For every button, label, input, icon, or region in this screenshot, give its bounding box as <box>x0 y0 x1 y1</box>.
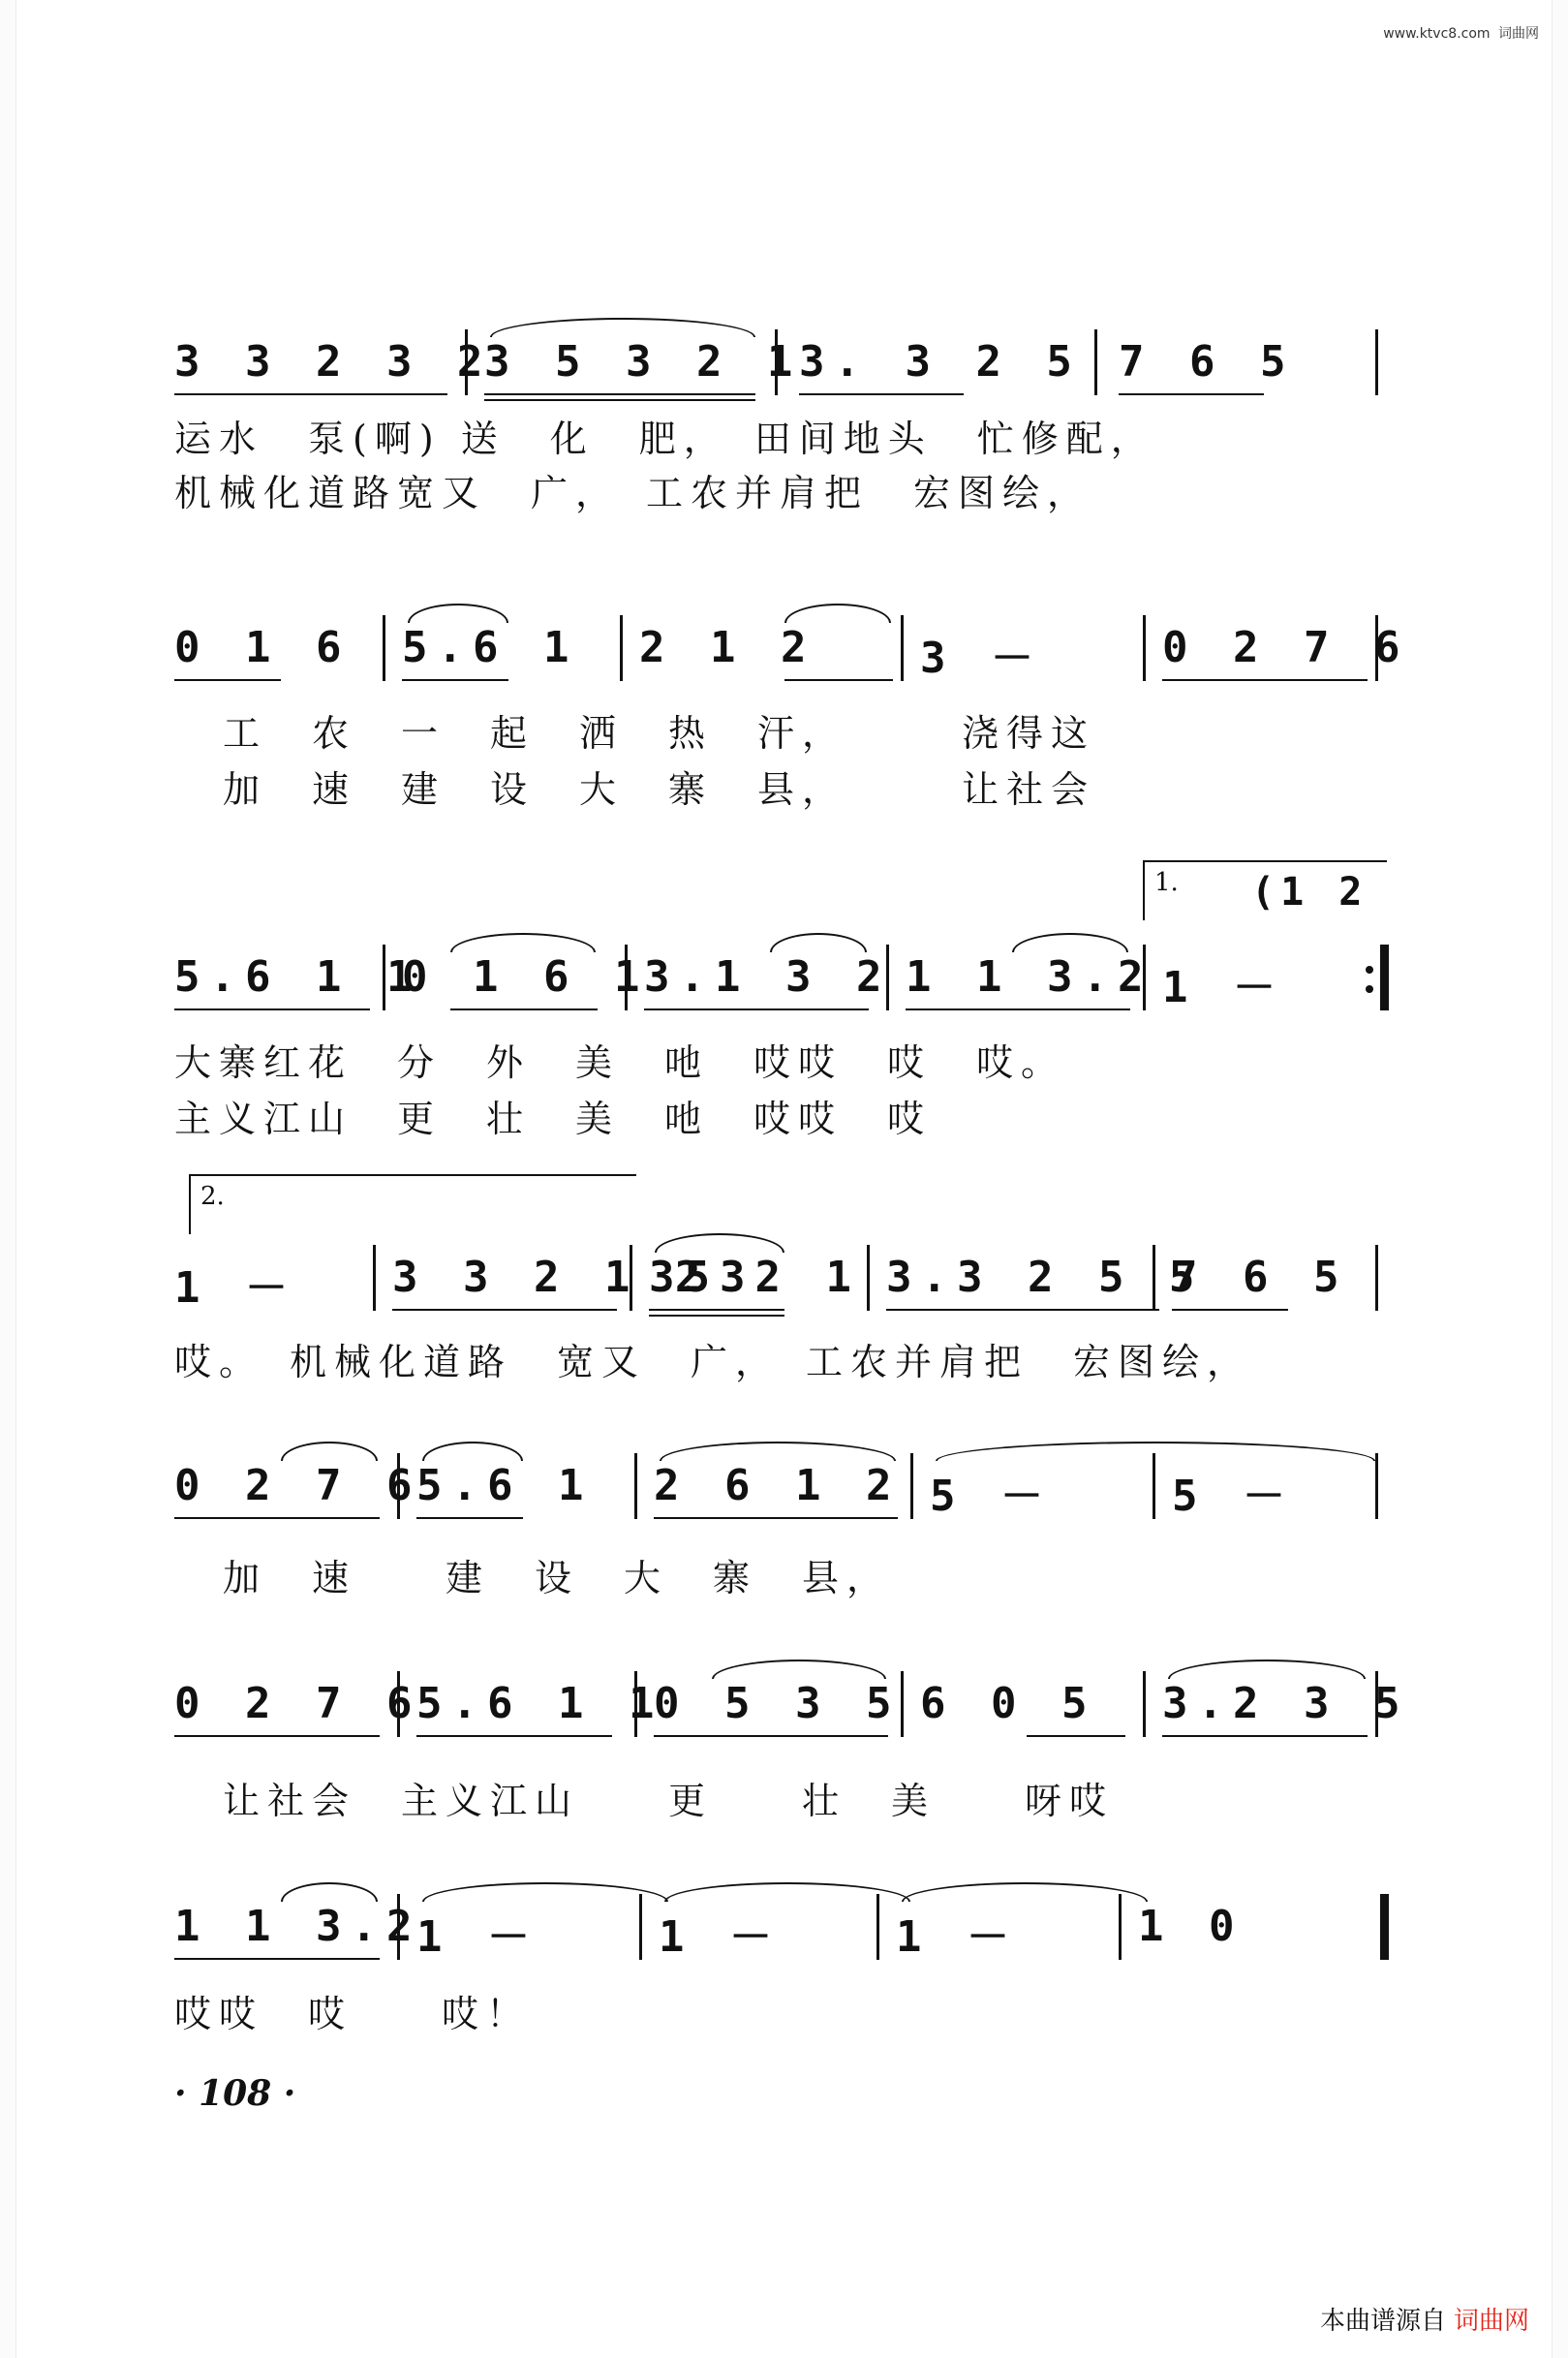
measure <box>930 1443 1153 1521</box>
measure <box>174 935 422 1012</box>
notes: 3 5 3 2 1 <box>484 337 803 387</box>
score-system-3 <box>165 935 1404 1012</box>
bar-line <box>625 945 628 1010</box>
beam-underline <box>654 1517 898 1519</box>
beam-underline <box>174 1958 380 1960</box>
measure <box>896 1884 1109 1962</box>
notes: 1 － <box>659 1912 782 1962</box>
bar-line <box>620 615 623 681</box>
bar-line <box>886 945 889 1010</box>
measure <box>654 1443 906 1521</box>
bar-line <box>634 1453 637 1519</box>
bar-line <box>876 1894 879 1960</box>
score-system-6 <box>165 1661 1410 1739</box>
measure <box>920 605 1143 683</box>
beam-underline <box>174 679 281 681</box>
notes: 2 1 2 <box>639 623 816 672</box>
tie <box>902 1882 1148 1902</box>
beam-underline <box>392 1309 617 1311</box>
slur <box>281 1442 378 1461</box>
bar-line <box>397 1894 400 1960</box>
notes: 3 3 2 3 2 <box>174 337 493 387</box>
notes: 5 － <box>1172 1472 1295 1521</box>
beam-underline <box>450 1008 598 1010</box>
beam-underline <box>1162 1735 1368 1737</box>
slur <box>490 318 755 337</box>
site-url: www.ktvc8.com <box>1383 26 1491 42</box>
footer-prefix: 本曲谱源自 <box>1319 2307 1446 2336</box>
bar-line <box>1375 1671 1378 1737</box>
measure <box>174 1884 422 1962</box>
beam-underline <box>402 679 508 681</box>
beam-underline <box>484 399 755 401</box>
lyric-verse-1: 大寨红花 分 外 美 吔 哎哎 哎 哎。 <box>174 1041 1066 1084</box>
repeat-dots <box>1366 960 1375 999</box>
slur <box>408 604 508 623</box>
measure <box>416 1884 630 1962</box>
site-header <box>1383 23 1539 43</box>
measure <box>174 320 493 397</box>
notes: 5.6 1 1 <box>416 1679 664 1728</box>
bar-line <box>1153 1245 1155 1311</box>
bar-line <box>1375 1453 1378 1519</box>
notes: 3.3 2 5 5 <box>886 1253 1205 1302</box>
beam-underline <box>906 1008 1130 1010</box>
measure <box>1138 1884 1351 1962</box>
beam-underline <box>799 393 964 395</box>
notes: 1 － <box>896 1912 1019 1962</box>
lyric-verse-2: 主义江山 更 壮 美 吔 哎哎 哎 <box>174 1098 933 1140</box>
measure <box>402 935 650 1012</box>
measure <box>639 605 901 683</box>
slur <box>1012 933 1128 952</box>
slur <box>1168 1660 1366 1679</box>
measure <box>659 1884 872 1962</box>
first-ending-bracket <box>1143 860 1387 920</box>
measure <box>402 605 596 683</box>
beam-underline <box>174 393 447 395</box>
notes: 7 6 5 <box>1119 337 1296 387</box>
bar-line <box>373 1245 376 1311</box>
measure <box>416 1661 664 1739</box>
left-watermark-strip <box>0 0 16 2358</box>
repeat-bar-line <box>1380 945 1389 1010</box>
bar-line <box>1375 615 1378 681</box>
bar-line <box>630 1245 632 1311</box>
lyric-verse: 让社会 主义江山 更 壮 美 呀哎 <box>223 1780 1115 1822</box>
notes: 1 1 3.2 <box>906 952 1153 1002</box>
bar-line <box>383 615 385 681</box>
notes: 5.6 1 <box>416 1461 594 1510</box>
slur <box>660 1442 896 1461</box>
lyric-verse-2: 机械化道路宽又 广， 工农并肩把 宏图绘， <box>174 472 1092 514</box>
beam-underline <box>784 679 893 681</box>
notes: 1 － <box>1162 963 1285 1012</box>
measure <box>920 1661 1133 1739</box>
beam-underline <box>484 393 755 395</box>
slur <box>450 933 596 952</box>
bar-line <box>1375 329 1378 395</box>
beam-underline <box>416 1735 612 1737</box>
notes: 0 5 3 5 <box>654 1679 902 1728</box>
measure <box>886 1235 1205 1313</box>
measure <box>174 1661 422 1739</box>
bar-line <box>901 1671 904 1737</box>
second-ending-bracket <box>189 1174 636 1234</box>
notes: 6 0 5 <box>920 1679 1097 1728</box>
score-system-1 <box>165 320 1404 397</box>
beam-underline <box>174 1517 380 1519</box>
beam-underline <box>1162 679 1368 681</box>
notes: 1 － <box>416 1912 539 1962</box>
first-ending-notes: (1 2 <box>1251 870 1368 915</box>
right-watermark-strip <box>1552 0 1568 2358</box>
measure <box>1162 605 1410 683</box>
slur <box>770 933 867 952</box>
bar-line <box>1153 1453 1155 1519</box>
beam-underline <box>174 1008 370 1010</box>
notes: 1 1 3.2 <box>174 1902 422 1951</box>
notes: 3. 3 2 5 <box>799 337 1082 387</box>
lyric-verse: 加 速 建 设 大 寨 县， <box>223 1557 892 1599</box>
notes: 0 1 6 1 <box>402 952 650 1002</box>
lyric-verse-1: 工 农 一 起 洒 热 汗， 浇得这 <box>223 712 1096 755</box>
measure <box>1162 935 1337 1012</box>
bar-line <box>910 1453 913 1519</box>
lyric-verse-2: 加 速 建 设 大 寨 县， 让社会 <box>223 768 1096 811</box>
bar-line <box>1143 945 1146 1010</box>
second-ending-label: 2. <box>200 1182 225 1211</box>
bar-line <box>775 329 778 395</box>
bar-line <box>1143 615 1146 681</box>
site-name: 词曲网 <box>1498 26 1539 42</box>
bar-line <box>1119 1894 1122 1960</box>
notes: 1 0 <box>1138 1902 1245 1951</box>
beam-underline <box>1172 1309 1288 1311</box>
bar-line <box>901 615 904 681</box>
page-number: · 108 · <box>174 2073 296 2114</box>
measure <box>1119 320 1370 397</box>
score-system-2 <box>165 605 1410 683</box>
lyric-verse-1: 运水 泵(啊) 送 化 肥， 田间地头 忙修配， <box>174 418 1155 460</box>
measure <box>654 1661 902 1739</box>
first-ending-label: 1. <box>1154 868 1179 897</box>
bar-line <box>634 1671 637 1737</box>
notes: 5.6 1 <box>402 623 579 672</box>
slur <box>655 1233 784 1253</box>
slur <box>712 1660 886 1679</box>
beam-underline <box>174 1735 380 1737</box>
slur <box>422 1442 523 1461</box>
measure <box>174 1443 422 1521</box>
beam-underline <box>654 1735 888 1737</box>
tie <box>664 1882 910 1902</box>
bar-line <box>1375 1245 1378 1311</box>
measure <box>1172 1443 1375 1521</box>
source-footer <box>1320 2301 1529 2337</box>
score-system-4 <box>165 1235 1404 1313</box>
notes: 7 6 5 <box>1172 1253 1349 1302</box>
measure <box>649 1235 862 1313</box>
lyric-verse: 哎哎 哎 哎！ <box>174 1993 532 2035</box>
bar-line <box>639 1894 642 1960</box>
bar-line <box>397 1453 400 1519</box>
lyric-verse: 哎。 机械化道路 宽又 广， 工农并肩把 宏图绘， <box>174 1341 1252 1383</box>
notes: 5.6 1 1 <box>174 952 422 1002</box>
notes: 0 2 7 6 <box>174 1679 422 1728</box>
notes: 0 1 6 <box>174 623 352 672</box>
notes: 5 － <box>930 1472 1053 1521</box>
footer-brand-link[interactable]: 词曲网 <box>1453 2307 1529 2336</box>
measure <box>416 1443 610 1521</box>
bar-line <box>383 945 385 1010</box>
bar-line <box>867 1245 870 1311</box>
final-bar-line <box>1380 1894 1389 1960</box>
beam-underline <box>416 1517 523 1519</box>
notes: 0 2 7 6 <box>1162 623 1410 672</box>
bar-line <box>1143 1671 1146 1737</box>
bar-line <box>1094 329 1097 395</box>
notes: 0 2 7 6 <box>174 1461 422 1510</box>
measure <box>1162 1661 1410 1739</box>
notes: 3 － <box>920 634 1043 683</box>
notes: 3.1 3 2 <box>644 952 892 1002</box>
beam-underline <box>1027 1735 1125 1737</box>
beam-underline <box>886 1309 1159 1311</box>
notes: 3.2 3 5 <box>1162 1679 1410 1728</box>
measure <box>644 935 892 1012</box>
beam-underline <box>1119 393 1264 395</box>
bar-line <box>465 329 468 395</box>
measure <box>392 1235 711 1313</box>
notes: 3 3 2 1 2 <box>392 1253 711 1302</box>
beam-underline <box>649 1309 784 1311</box>
score-system-7 <box>165 1884 1404 1962</box>
measure <box>906 935 1153 1012</box>
notes: 3532 1 <box>649 1253 861 1302</box>
measure <box>174 1235 368 1313</box>
tie <box>422 1882 668 1902</box>
slur <box>281 1882 378 1902</box>
measure <box>1172 1235 1375 1313</box>
measure <box>174 605 368 683</box>
bar-line <box>397 1671 400 1737</box>
notes: 2 6 1 2 <box>654 1461 902 1510</box>
score-system-5 <box>165 1443 1404 1521</box>
beam-underline <box>644 1008 869 1010</box>
slur <box>784 604 891 623</box>
notes: 1 － <box>174 1263 297 1313</box>
beam-underline <box>649 1315 784 1317</box>
